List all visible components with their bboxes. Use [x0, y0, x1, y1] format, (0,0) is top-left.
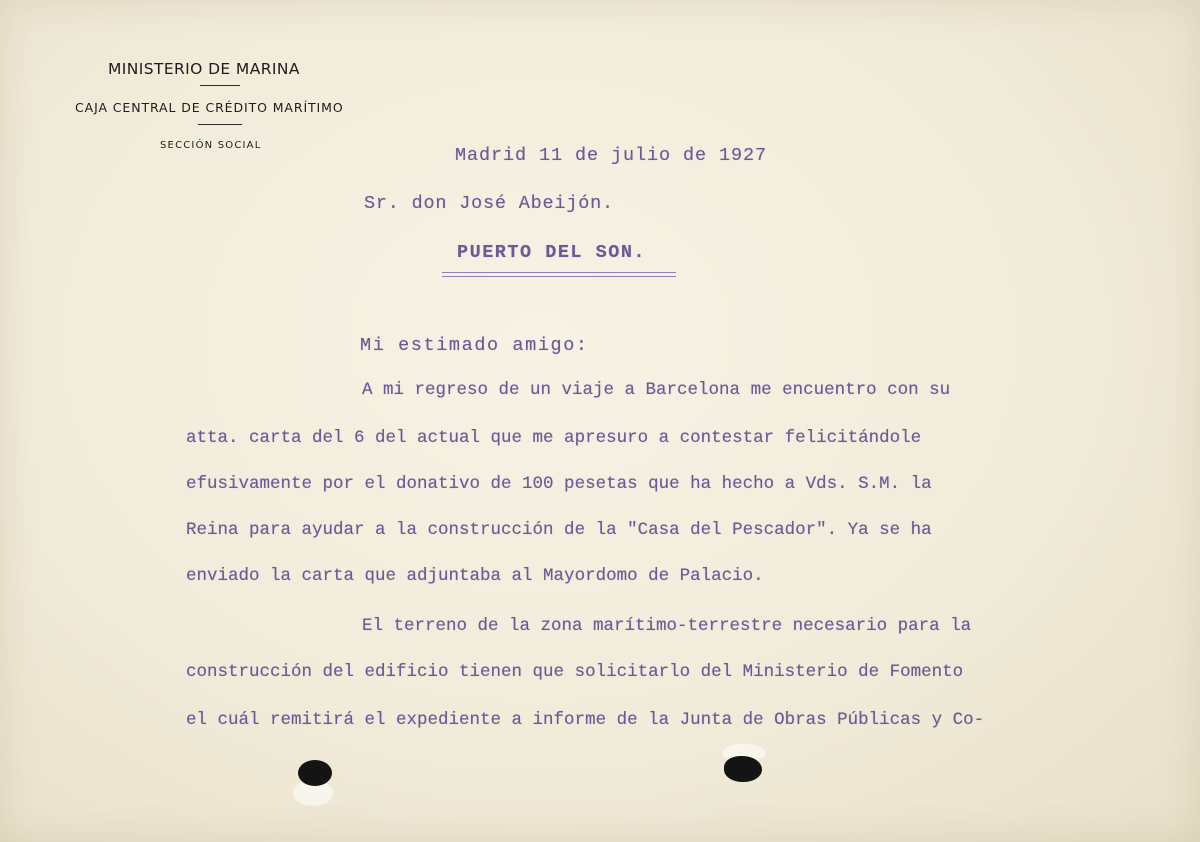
body-line: atta. carta del 6 del actual que me apresuro a contestar felicitándole — [186, 428, 922, 448]
letter-date: Madrid 11 de julio de 1927 — [455, 145, 768, 166]
place-underline — [442, 276, 676, 277]
letterhead-section: SECCIÓN SOCIAL — [160, 140, 262, 151]
letterhead-divider — [198, 124, 242, 125]
letterhead-caja: CAJA CENTRAL DE CRÉDITO MARÍTIMO — [75, 100, 344, 115]
letter-place: PUERTO DEL SON. — [457, 242, 647, 263]
letterhead-divider — [200, 85, 240, 86]
letterhead-ministry: MINISTERIO DE MARINA — [108, 60, 300, 78]
punch-hole — [724, 756, 762, 782]
punch-hole — [298, 760, 332, 786]
body-line: Reina para ayudar a la construcción de la "Casa del Pescador". Ya se ha — [186, 520, 932, 540]
letter-addressee: Sr. don José Abeijón. — [364, 193, 614, 214]
body-line: El terreno de la zona marítimo-terrestre necesario para la — [362, 616, 972, 636]
body-line: A mi regreso de un viaje a Barcelona me encuentro con su — [362, 380, 951, 400]
body-line: enviado la carta que adjuntaba al Mayordomo de Palacio. — [186, 566, 764, 586]
place-underline — [442, 272, 676, 273]
body-line: efusivamente por el donativo de 100 pesetas que ha hecho a Vds. S.M. la — [186, 474, 932, 494]
letter-salutation: Mi estimado amigo: — [360, 335, 589, 356]
body-line: construcción del edificio tienen que solicitarlo del Ministerio de Fomento — [186, 662, 964, 682]
body-line: el cuál remitirá el expediente a informe de la Junta de Obras Públicas y Co- — [186, 710, 985, 730]
